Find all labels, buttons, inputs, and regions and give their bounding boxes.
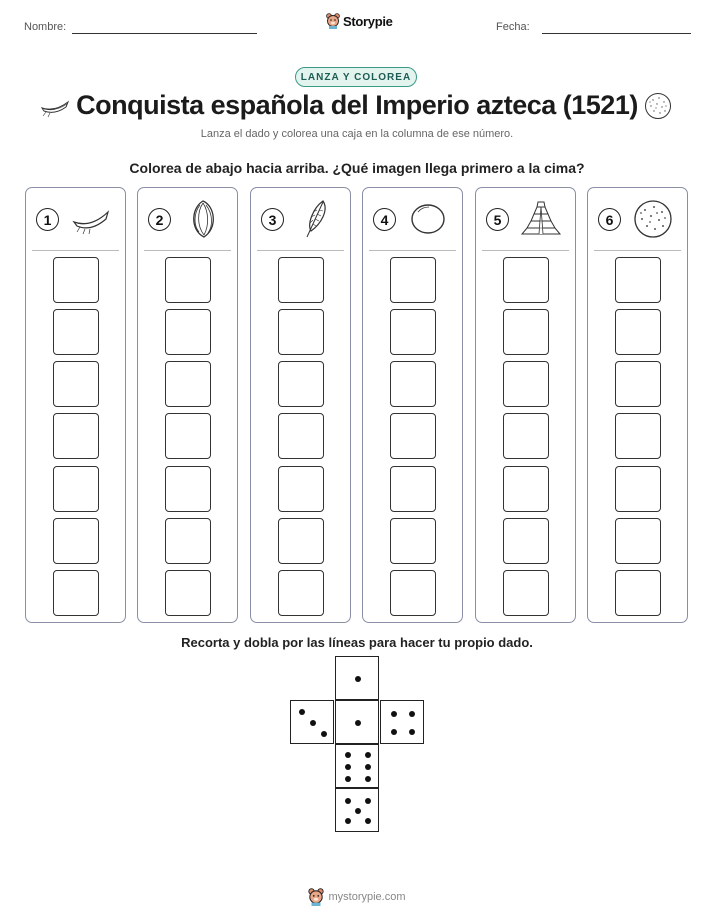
tortilla-icon [644,92,672,120]
die-pip [365,818,371,824]
color-box[interactable] [53,570,99,616]
die-pip [345,752,351,758]
color-box[interactable] [278,309,324,355]
color-box[interactable] [165,518,211,564]
color-box[interactable] [53,309,99,355]
coloring-instruction: Colorea de abajo hacia arriba. ¿Qué imagen llega primero a la cima? [129,160,585,176]
color-box[interactable] [615,257,661,303]
race-column-3 [250,187,351,623]
die-face-3 [290,700,334,744]
color-box[interactable] [615,361,661,407]
color-box[interactable] [503,257,549,303]
color-box[interactable] [390,361,436,407]
bear-icon [308,888,324,906]
column-number: 2 [148,208,171,231]
color-box[interactable] [278,257,324,303]
column-number: 4 [373,208,396,231]
die-pip [391,711,397,717]
die-pip [299,709,305,715]
column-number: 3 [261,208,284,231]
color-box[interactable] [165,309,211,355]
die-pip [355,808,361,814]
name-line[interactable] [72,33,257,34]
name-label: Nombre: [24,21,67,33]
activity-badge: LANZA Y COLOREA [295,67,417,87]
color-box[interactable] [53,466,99,512]
die-face-6 [335,744,379,788]
die-pip [391,729,397,735]
cut-instruction: Recorta y dobla por las líneas para hacer tu propio dado. [181,635,533,650]
race-column-2 [137,187,238,623]
color-box[interactable] [165,466,211,512]
color-box[interactable] [615,518,661,564]
column-divider [482,250,569,251]
die-pip [365,798,371,804]
color-box[interactable] [390,466,436,512]
die-face-4 [380,700,424,744]
color-box[interactable] [165,570,211,616]
color-box[interactable] [390,309,436,355]
color-box[interactable] [53,257,99,303]
column-divider [257,250,344,251]
color-box[interactable] [615,309,661,355]
color-box[interactable] [165,361,211,407]
die-pip [409,711,415,717]
color-box[interactable] [503,309,549,355]
brand-name: Storypie [343,13,393,29]
tortilla-icon [632,198,674,240]
die-pip [365,776,371,782]
column-number: 5 [486,208,509,231]
race-column-6 [587,187,688,623]
color-box[interactable] [615,466,661,512]
column-divider [144,250,231,251]
die-pip [365,752,371,758]
column-divider [594,250,681,251]
race-column-5 [475,187,576,623]
color-box[interactable] [278,413,324,459]
footer-url: mystorypie.com [328,891,406,903]
die-face-5 [335,788,379,832]
die-pip [355,676,361,682]
die-face-1 [335,656,379,700]
brand-logo [326,13,393,29]
die-pip [409,729,415,735]
die-pip [345,798,351,804]
die-pip [355,720,361,726]
color-box[interactable] [278,570,324,616]
subtitle: Lanza el dado y colorea una caja en la columna de ese número. [200,128,514,140]
color-box[interactable] [390,257,436,303]
race-column-1 [25,187,126,623]
color-box[interactable] [503,570,549,616]
die-pip [321,731,327,737]
column-divider [369,250,456,251]
die-face-1 [335,700,379,744]
feather-icon [295,198,337,240]
bear-icon [326,13,340,29]
color-box[interactable] [615,570,661,616]
die-pip [345,764,351,770]
column-divider [32,250,119,251]
die-pip [345,776,351,782]
footer [0,888,714,906]
column-number: 6 [598,208,621,231]
color-box[interactable] [390,413,436,459]
pyramid-icon [520,198,562,240]
die-pip [345,818,351,824]
color-box[interactable] [278,466,324,512]
color-box[interactable] [165,257,211,303]
color-box[interactable] [615,413,661,459]
canoe-icon [70,198,112,240]
cacao-pod-icon [182,198,224,240]
color-box[interactable] [503,518,549,564]
date-line[interactable] [542,33,691,34]
color-box[interactable] [503,361,549,407]
column-number: 1 [36,208,59,231]
race-column-4 [362,187,463,623]
color-box[interactable] [165,413,211,459]
color-box[interactable] [390,518,436,564]
die-net [290,656,425,836]
color-box[interactable] [53,413,99,459]
page-title: Conquista española del Imperio azteca (1521) [76,90,638,120]
die-pip [310,720,316,726]
color-box[interactable] [390,570,436,616]
date-label: Fecha: [496,21,530,33]
jade-bead-icon [407,198,449,240]
color-box[interactable] [278,518,324,564]
color-box[interactable] [503,413,549,459]
color-box[interactable] [53,361,99,407]
die-pip [365,764,371,770]
color-box[interactable] [278,361,324,407]
color-box[interactable] [503,466,549,512]
color-box[interactable] [53,518,99,564]
